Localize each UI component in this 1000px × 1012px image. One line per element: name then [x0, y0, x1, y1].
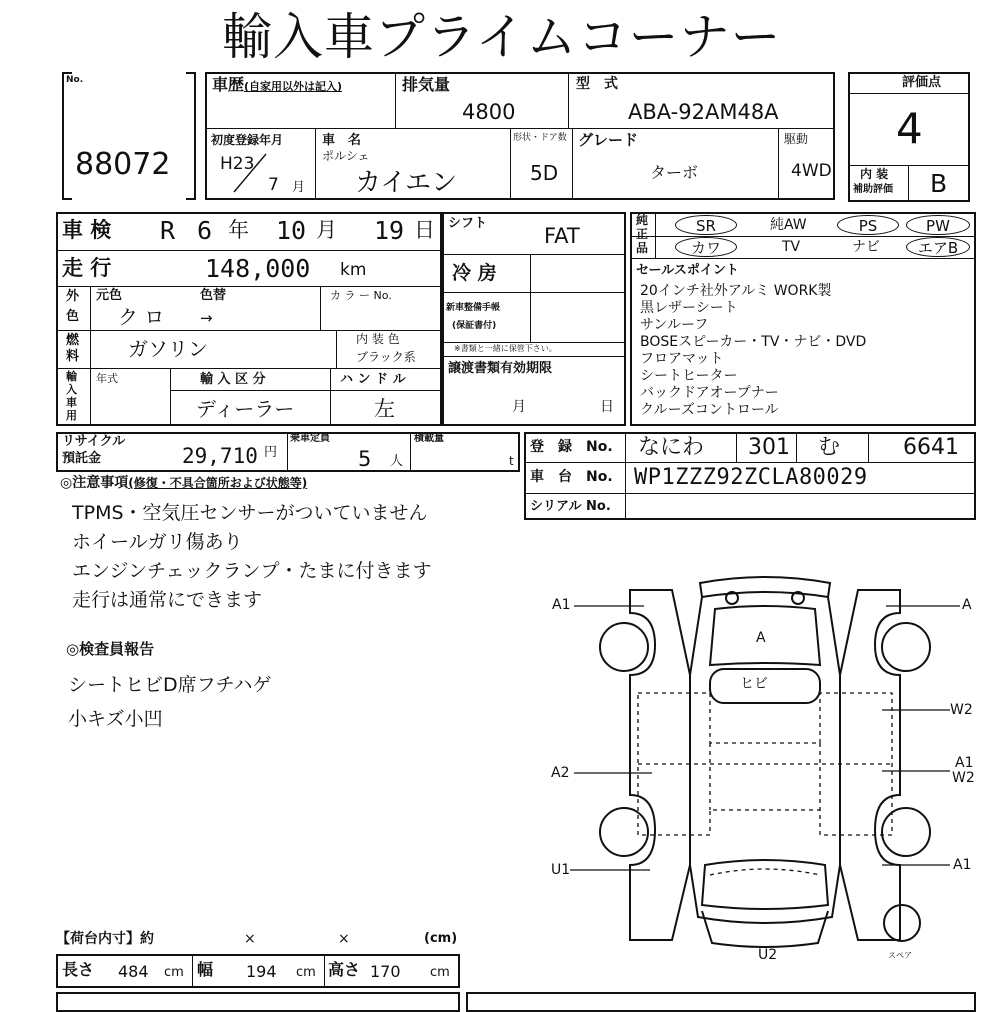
transfer-docs-label: 譲渡書類有効期限 — [448, 361, 553, 376]
color-change-value: → — [200, 309, 213, 327]
first-reg-label: 初度登録年月 — [211, 133, 284, 147]
diagram-label: A — [756, 630, 766, 646]
interior-color-value: ブラック系 — [356, 350, 416, 364]
grade-value: ターボ — [650, 163, 699, 182]
sales-points-list — [640, 283, 970, 419]
diagram-label: A1 — [955, 755, 974, 771]
cargo-unit: (cm) — [424, 931, 458, 946]
drive-label: 駆動 — [784, 132, 809, 146]
car-maker: ポルシェ — [322, 149, 370, 163]
diagram-label: A1 — [552, 597, 571, 613]
orig-color-label: 元色 — [96, 288, 123, 303]
inspection-era: R — [160, 216, 176, 245]
note-line: TPMS・空気圧センサーがついていません — [72, 502, 428, 524]
color-label-2: 色 — [66, 309, 80, 324]
load-label: 積載量 — [414, 433, 444, 444]
registration-kana: む — [818, 435, 841, 460]
page-title: 輸入車プライムコーナー — [222, 8, 782, 66]
handle-value: 左 — [374, 397, 395, 421]
equip-label-2: 正 — [636, 227, 649, 241]
car-damage-diagram — [540, 565, 990, 970]
mileage-value: 148,000 — [205, 254, 311, 283]
equip-label-1: 純 — [636, 213, 649, 227]
fuel-label-2: 料 — [66, 349, 80, 364]
diagram-label: A — [962, 597, 972, 613]
equip-tv: TV — [782, 239, 801, 255]
diagram-label: W2 — [952, 770, 975, 786]
cargo-height-label: 高さ — [328, 960, 361, 979]
model-value: ABA-92AM48A — [628, 100, 779, 124]
equip-ps: PS — [837, 215, 899, 235]
displacement-label: 排気量 — [402, 75, 451, 94]
recycle-label-1: リサイクル — [62, 434, 126, 449]
interior-color-label: 内 装 色 — [356, 332, 400, 346]
sales-point-item: BOSEスピーカー・TV・ナビ・DVD — [640, 334, 867, 350]
equip-pw: PW — [906, 215, 970, 235]
recycle-grid — [56, 432, 520, 472]
equip-kawa: カワ — [675, 237, 737, 257]
sales-point-item: サンルーフ — [640, 317, 709, 333]
inspection-year: 6 — [197, 216, 213, 245]
interior-label-1: 内 装 — [860, 167, 889, 181]
grade-label: グレード — [578, 131, 639, 149]
import-label-4: 用 — [66, 409, 77, 422]
mileage-unit: km — [340, 260, 367, 280]
import-year-label: 年式 — [96, 372, 118, 385]
sales-point-item: 20インチ社外アルミ WORK製 — [640, 283, 832, 299]
inspector-line: 小キズ小凹 — [68, 708, 163, 730]
rating-label: 評価点 — [902, 75, 942, 90]
inspection-day-unit: 日 — [414, 218, 435, 242]
equip-navi: ナビ — [852, 239, 880, 255]
capacity-label: 乗車定員 — [290, 433, 330, 444]
equip-aw: 純AW — [770, 217, 807, 233]
sales-point-item: クルーズコントロール — [640, 402, 779, 418]
sales-point-item: 黒レザーシート — [640, 300, 738, 316]
body-label: 形状・ドア数 — [513, 133, 567, 143]
import-label-1: 輸 — [66, 370, 77, 383]
recycle-unit: 円 — [264, 445, 278, 460]
cargo-width-value: 194 — [246, 962, 277, 981]
model-label: 型 式 — [576, 76, 618, 92]
diagram-label: ヒビ — [740, 676, 768, 692]
handle-label: ハ ン ド ル — [340, 372, 406, 387]
manual-line2: (保証書付) — [452, 321, 497, 331]
history-label: 車歴(自家用以外は記入) — [212, 75, 343, 94]
color-code-label: カ ラ ー No. — [330, 289, 392, 302]
sales-point-item: バックドアオープナー — [640, 385, 779, 401]
equip-sr: SR — [675, 215, 737, 235]
car-name: カイエン — [355, 168, 458, 198]
cargo-width-unit: cm — [296, 965, 316, 980]
cargo-x1: × — [244, 931, 256, 947]
import-label-3: 車 — [66, 396, 77, 409]
shift-ac-grid — [442, 212, 626, 426]
bottom-partial-box-left — [56, 992, 460, 1012]
cargo-length-label: 長さ — [62, 960, 95, 979]
diagram-label: A1 — [953, 857, 972, 873]
inspector-heading: ◎検査員報告 — [66, 640, 155, 658]
inspection-month-unit: 月 — [316, 218, 337, 242]
ac-label: 冷 房 — [452, 262, 497, 284]
registration-label: 登 録 No. — [530, 439, 613, 455]
notes-list — [72, 499, 431, 615]
diagram-label: スペア — [888, 951, 912, 960]
load-unit: t — [509, 454, 514, 468]
manual-line1: 新車整備手帳 — [446, 303, 501, 313]
diagram-label: U2 — [758, 947, 778, 963]
color-change-label: 色替 — [200, 288, 227, 303]
body-value: 5D — [530, 161, 559, 185]
note-line: エンジンチェックランプ・たまに付きます — [72, 560, 432, 582]
bottom-partial-box-right — [466, 992, 976, 1012]
note-line: ホイールガリ傷あり — [72, 531, 243, 553]
diagram-label: W2 — [950, 702, 973, 718]
first-reg-month: 7 — [268, 175, 279, 195]
cargo-length-value: 484 — [118, 962, 149, 981]
cargo-heading: 【荷台内寸】約 — [56, 931, 154, 947]
cargo-height-value: 170 — [370, 962, 401, 981]
car-name-label: 車 名 — [322, 133, 362, 148]
shift-label: シフト — [448, 216, 488, 231]
manual-note: ※書類と一緒に保管下さい。 — [454, 344, 557, 353]
inspector-list — [68, 668, 272, 736]
fuel-label-1: 燃 — [66, 333, 80, 348]
chassis-value: WP1ZZZ92ZCLA80029 — [634, 465, 868, 490]
lot-no-label: No. — [66, 75, 84, 85]
import-category-label: 輸 入 区 分 — [200, 372, 266, 387]
cargo-width-label: 幅 — [197, 960, 214, 979]
interior-label-2: 補助評価 — [853, 184, 893, 195]
import-category-value: ディーラー — [196, 397, 295, 421]
equip-airbag: エアB — [906, 237, 970, 257]
chassis-label: 車 台 No. — [530, 469, 613, 485]
recycle-label-2: 預託金 — [62, 451, 102, 466]
import-label-2: 入 — [66, 383, 77, 396]
lot-number: 88072 — [75, 147, 171, 182]
first-reg-year: H23 — [220, 154, 255, 174]
recycle-value: 29,710 — [182, 444, 258, 468]
registration-area: なにわ — [638, 435, 705, 460]
sales-points-label: セールスポイント — [636, 263, 739, 278]
inspection-day: 19 — [374, 216, 405, 245]
first-reg-month-unit: 月 — [292, 180, 306, 195]
drive-value: 4WD — [791, 161, 832, 181]
sales-point-item: シートヒーター — [640, 368, 738, 384]
inspector-line: シートヒビD席フチハゲ — [68, 674, 272, 696]
inspection-label: 車 検 — [62, 218, 112, 242]
note-line: 走行は通常にできます — [72, 589, 263, 611]
transfer-day-unit: 日 — [600, 399, 614, 415]
fuel-value: ガソリン — [128, 337, 208, 361]
cargo-height-unit: cm — [430, 965, 450, 980]
interior-value: B — [930, 169, 948, 198]
shift-value: FAT — [544, 224, 580, 248]
color-label-1: 外 — [66, 289, 80, 304]
orig-color-value: ク ロ — [118, 305, 165, 329]
displacement-value: 4800 — [462, 100, 516, 124]
registration-class: 301 — [748, 435, 790, 460]
serial-label: シリアル No. — [530, 499, 611, 514]
first-reg-slash — [230, 150, 270, 196]
capacity-value: 5 — [358, 447, 372, 471]
diagram-label: U1 — [551, 862, 571, 878]
inspection-month: 10 — [276, 216, 307, 245]
inspection-year-unit: 年 — [228, 218, 249, 242]
capacity-unit: 人 — [390, 454, 404, 469]
cargo-length-unit: cm — [164, 965, 184, 980]
diagram-label: A2 — [551, 765, 570, 781]
notes-heading: ◎注意事項(修復・不具合箇所および状態等) — [60, 475, 308, 491]
rating-value: 4 — [896, 104, 923, 153]
transfer-month-unit: 月 — [512, 399, 526, 415]
equip-label-3: 品 — [636, 241, 649, 255]
cargo-x2: × — [338, 931, 350, 947]
mileage-label: 走 行 — [62, 256, 112, 280]
sales-point-item: フロアマット — [640, 351, 724, 367]
registration-number: 6641 — [903, 435, 959, 460]
